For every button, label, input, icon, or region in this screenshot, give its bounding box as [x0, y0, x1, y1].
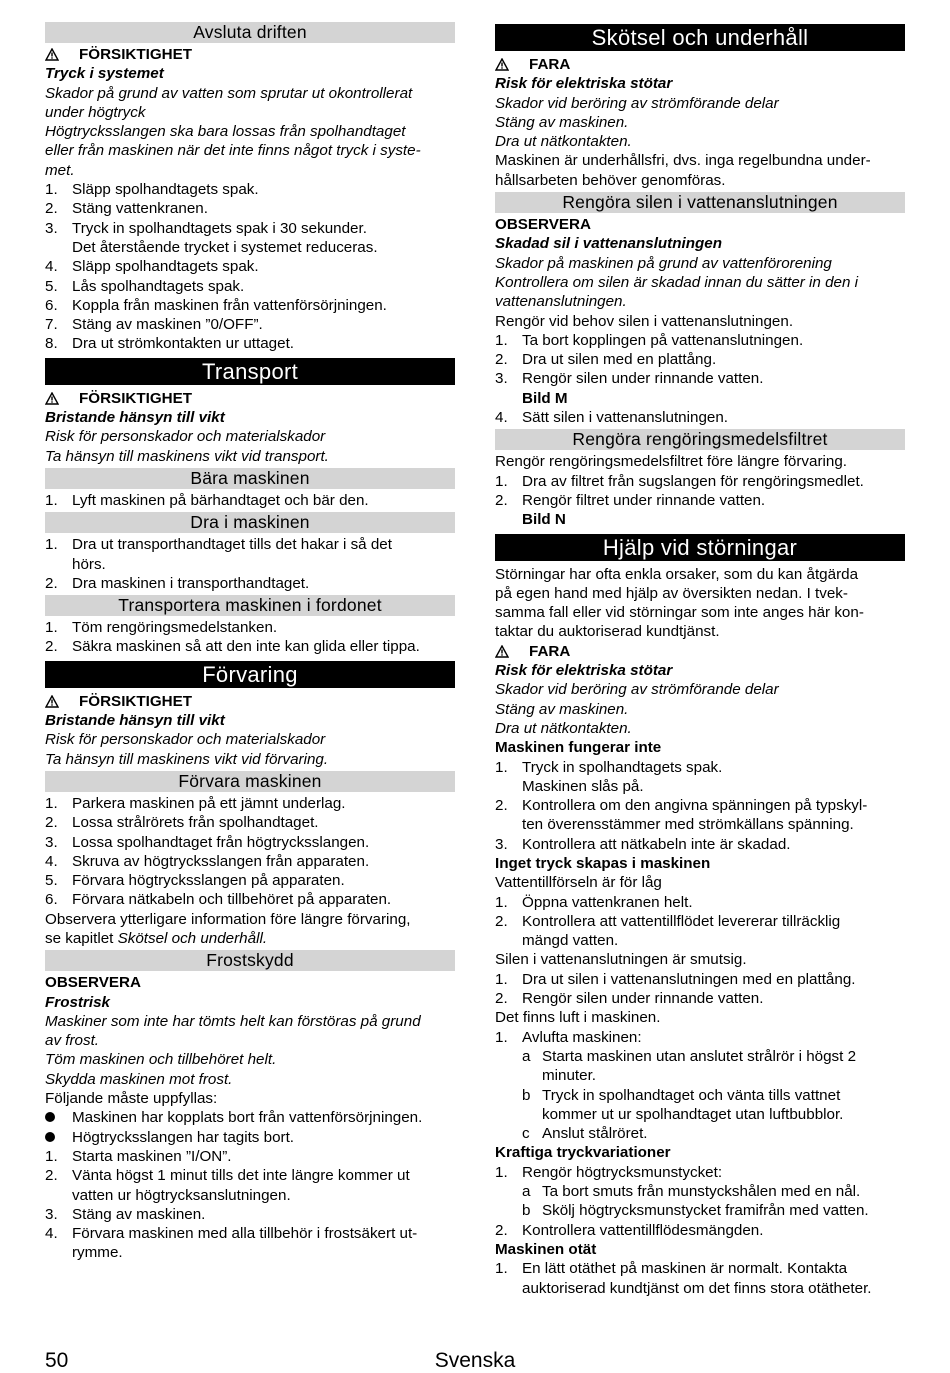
bullet-item: Maskinen har kopplats bort från vattenförsörjningen.: [45, 1108, 455, 1127]
list-item: 7. Stäng av maskinen ”0/OFF”.: [45, 316, 263, 334]
list-item: 5. Lås spolhandtagets spak.: [45, 277, 245, 295]
danger-label: FARA: [529, 642, 571, 660]
warning-triangle-icon: [45, 392, 79, 405]
list-item: 1. Avlufta maskinen:: [495, 1028, 642, 1046]
list-item: 1. Töm rengöringsmedelstanken.: [45, 619, 278, 637]
list-item: 2. Dra ut silen med en plattång.: [495, 351, 717, 369]
section-heading-forvara: Förvara maskinen: [45, 771, 455, 792]
note-text: av frost.: [45, 1032, 100, 1050]
list-item: 2. Stäng vattenkranen.: [45, 200, 208, 218]
bullet-icon: [45, 1112, 55, 1122]
list-item: 1. Lyft maskinen på bärhandtaget och bär den.: [45, 491, 369, 509]
subheading: Maskinen fungerar inte: [495, 739, 662, 757]
paragraph: Störningar har ofta enkla orsaker, som du kan åtgärda: [495, 565, 859, 583]
note-title: Skadad sil i vattenanslutningen: [495, 235, 723, 253]
figure-reference: Bild M: [522, 389, 568, 407]
list-item: 3. Lossa spolhandtaget från högtrycksslangen.: [45, 833, 370, 851]
list-item: 2. Kontrollera om den angivna spänningen på typskyl-: [495, 797, 868, 815]
list-item: 1. Släpp spolhandtagets spak.: [45, 181, 259, 199]
note-text: Skydda maskinen mot frost.: [45, 1070, 233, 1088]
warning-title: Bristande hänsyn till vikt: [45, 409, 225, 427]
list-item: 2. Kontrollera vattentillflödesmängden.: [495, 1221, 764, 1239]
list-item: 4. Skruva av högtrycksslangen från apparaten.: [45, 852, 370, 870]
danger-header: [495, 55, 905, 74]
list-item: 4. Släpp spolhandtagets spak.: [45, 258, 259, 276]
warning-label: FÖRSIKTIGHET: [79, 46, 193, 63]
warning-label: FÖRSIKTIGHET: [79, 692, 193, 710]
danger-label: FARA: [529, 56, 571, 73]
note-text: Skador på maskinen på grund av vattenförorening: [495, 254, 832, 272]
list-item: 3. Tryck in spolhandtagets spak i 30 sekunder.: [45, 219, 367, 237]
paragraph: se kapitlet Skötsel och underhåll.: [45, 929, 268, 947]
section-heading-fordon: Transportera maskinen i fordonet: [45, 595, 455, 616]
warning-text: Ta hänsyn till maskinens vikt vid transport.: [45, 447, 329, 465]
warning-triangle-icon: [45, 48, 79, 61]
sub-list-item: minuter.: [542, 1067, 597, 1085]
sub-list-item: b Tryck in spolhandtaget och vänta tills vattnet: [522, 1086, 841, 1104]
note-title: Frostrisk: [45, 993, 110, 1011]
warning-header: [45, 45, 455, 64]
warning-triangle-icon: [495, 58, 529, 71]
list-item: 2. Rengör silen under rinnande vatten.: [495, 990, 764, 1008]
sub-list-item: c Anslut stålröret.: [522, 1125, 648, 1143]
note-text: Töm maskinen och tillbehöret helt.: [45, 1051, 277, 1069]
list-item: 2. Vänta högst 1 minut tills det inte längre kommer ut: [45, 1167, 410, 1185]
list-item: 1. Dra ut silen i vattenanslutningen med en plattång.: [495, 970, 856, 988]
sub-list-item: b Skölj högtrycksmunstycket framifrån med vatten.: [522, 1202, 869, 1220]
list-item: 1. Rengör högtrycksmunstycket:: [495, 1163, 723, 1181]
section-heading-avsluta: Avsluta driften: [45, 22, 455, 43]
subheading: Inget tryck skapas i maskinen: [495, 854, 711, 872]
danger-text: Dra ut nätkontakten.: [495, 133, 632, 151]
list-item: Det återstående trycket i systemet reduceras.: [72, 238, 378, 256]
section-heading-dra: Dra i maskinen: [45, 512, 455, 533]
list-item: 2. Lossa strålrörets från spolhandtaget.: [45, 814, 319, 832]
list-item: auktoriserad kundtjänst om det finns stora otätheter.: [522, 1279, 872, 1297]
list-item: 4. Sätt silen i vattenanslutningen.: [495, 409, 729, 427]
list-item: 2. Rengör filtret under rinnande vatten.: [495, 491, 766, 509]
chapter-heading-skotsel: Skötsel och underhåll: [495, 24, 905, 51]
warning-header: [45, 692, 455, 711]
warning-text: Risk för personskador och materialskador: [45, 428, 326, 446]
section-heading-filter: Rengöra rengöringsmedelsfiltret: [495, 429, 905, 450]
sub-list-item: kommer ut ur spolhandtaget utan luftbubblor.: [542, 1105, 844, 1123]
list-item: 3. Rengör silen under rinnande vatten.: [495, 370, 764, 388]
note-label: OBSERVERA: [495, 216, 591, 234]
list-item: 1. Dra ut transporthandtaget tills det hakar i så det: [45, 536, 392, 554]
note-text: Kontrollera om silen är skadad innan du sätter in den i: [495, 273, 859, 291]
warning-header: [45, 389, 455, 408]
danger-header: [495, 642, 905, 661]
paragraph: Silen i vattenanslutningen är smutsig.: [495, 951, 747, 969]
numbered-list: [45, 180, 455, 354]
paragraph: Följande måste uppfyllas:: [45, 1090, 218, 1108]
paragraph: på egen hand med hjälp av översikten nedan. I tvek-: [495, 584, 848, 602]
list-item: 3. Kontrollera att nätkabeln inte är skadad.: [495, 835, 791, 853]
danger-text: Stäng av maskinen.: [495, 113, 629, 131]
list-item: vatten ur högtrycksanslutningen.: [72, 1186, 291, 1204]
warning-triangle-icon: [45, 695, 79, 708]
paragraph: Maskinen är underhållsfri, dvs. inga regelbundna under-: [495, 152, 871, 170]
note-text: Maskiner som inte har tömts helt kan förstöras på grund: [45, 1012, 421, 1030]
paragraph: Observera ytterligare information före längre förvaring,: [45, 910, 411, 928]
warning-label: FÖRSIKTIGHET: [79, 389, 193, 407]
list-item: 1. Öppna vattenkranen helt.: [495, 893, 693, 911]
warning-text: eller från maskinen när det inte finns något tryck i syste-: [45, 142, 421, 160]
warning-text: Ta hänsyn till maskinens vikt vid förvaring.: [45, 750, 329, 768]
warning-title: Bristande hänsyn till vikt: [45, 712, 225, 730]
footer-language: Svenska: [434, 1349, 516, 1372]
paragraph: Rengör rengöringsmedelsfiltret före längre förvaring.: [495, 453, 848, 471]
danger-text: Skador vid beröring av strömförande delar: [495, 681, 779, 699]
page-number: 50: [45, 1349, 69, 1372]
list-item: 1. En lätt otäthet på maskinen är normalt. Kontakta: [495, 1260, 848, 1278]
bullet-icon: [45, 1132, 55, 1142]
section-heading-bara: Bära maskinen: [45, 468, 455, 489]
list-item: 6. Förvara nätkabeln och tillbehöret på apparaten.: [45, 891, 392, 909]
list-item: Maskinen slås på.: [522, 777, 644, 795]
note-text: vattenanslutningen.: [495, 293, 627, 311]
list-item: 4. Förvara maskinen med alla tillbehör i frostsäkert ut-: [45, 1225, 418, 1243]
list-item: hörs.: [72, 555, 106, 573]
list-item: 3. Stäng av maskinen.: [45, 1205, 206, 1223]
list-item: 1. Parkera maskinen på ett jämnt underlag.: [45, 794, 346, 812]
list-item: 8. Dra ut strömkontakten ur uttaget.: [45, 335, 295, 353]
paragraph: taktar du auktoriserad kundtjänst.: [495, 623, 720, 641]
list-item: mängd vatten.: [522, 932, 619, 950]
sub-list-item: a Starta maskinen utan anslutet strålrör i högst 2: [522, 1047, 857, 1065]
warning-title: Tryck i systemet: [45, 65, 164, 83]
subheading: Maskinen otät: [495, 1240, 597, 1258]
list-item: 2. Kontrollera att vattentillflödet levererar tillräcklig: [495, 912, 841, 930]
paragraph: samma fall eller vid störningar som inte anges här kon-: [495, 604, 864, 622]
danger-text: Skador vid beröring av strömförande delar: [495, 94, 779, 112]
list-item: 6. Koppla från maskinen från vattenförsörjningen.: [45, 296, 387, 314]
warning-text: Högtrycksslangen ska bara lossas från spolhandtaget: [45, 123, 406, 141]
chapter-heading-forvaring: Förvaring: [45, 661, 455, 688]
danger-title: Risk för elektriska stötar: [495, 662, 673, 680]
bullet-item: Högtrycksslangen har tagits bort.: [45, 1128, 455, 1147]
warning-text: Skador på grund av vatten som sprutar ut okontrollerat: [45, 84, 413, 102]
list-item: 1. Dra av filtret från sugslangen för rengöringsmedlet.: [495, 472, 864, 490]
list-item: 5. Förvara högtrycksslangen på apparaten.: [45, 872, 345, 890]
warning-text: Risk för personskador och materialskador: [45, 731, 326, 749]
section-heading-frost: Frostskydd: [45, 950, 455, 971]
left-column: [45, 20, 455, 1263]
list-item: 2. Säkra maskinen så att den inte kan glida eller tippa.: [45, 638, 420, 656]
chapter-heading-transport: Transport: [45, 358, 455, 385]
paragraph: Det finns luft i maskinen.: [495, 1009, 661, 1027]
paragraph: Vattentillförseln är för låg: [495, 874, 662, 892]
chapter-reference: Skötsel och underhåll.: [117, 929, 268, 947]
paragraph: hållsarbeten behöver genomföras.: [495, 171, 726, 189]
list-item: 1. Starta maskinen ”I/ON”.: [45, 1147, 232, 1165]
subheading: Kraftiga tryckvariationer: [495, 1144, 671, 1162]
section-heading-silen: Rengöra silen i vattenanslutningen: [495, 192, 905, 213]
note-label: OBSERVERA: [45, 974, 141, 992]
list-item: 2. Dra maskinen i transporthandtaget.: [45, 574, 310, 592]
list-item: rymme.: [72, 1244, 123, 1262]
figure-reference: Bild N: [522, 511, 566, 529]
list-item: ten överensstämmer med strömkällans spänning.: [522, 816, 854, 834]
warning-triangle-icon: [495, 645, 529, 658]
danger-text: Dra ut nätkontakten.: [495, 719, 632, 737]
right-column: [495, 20, 905, 1298]
list-item: 1. Tryck in spolhandtagets spak.: [495, 758, 723, 776]
warning-text: met.: [45, 161, 75, 179]
chapter-heading-hjalp: Hjälp vid störningar: [495, 534, 905, 561]
list-item: 1. Ta bort kopplingen på vattenanslutningen.: [495, 331, 804, 349]
paragraph: Rengör vid behov silen i vattenanslutningen.: [495, 312, 794, 330]
warning-text: under högtryck: [45, 103, 146, 121]
danger-title: Risk för elektriska stötar: [495, 75, 673, 93]
sub-list-item: a Ta bort smuts från munstyckshålen med en nål.: [522, 1183, 861, 1201]
danger-text: Stäng av maskinen.: [495, 700, 629, 718]
